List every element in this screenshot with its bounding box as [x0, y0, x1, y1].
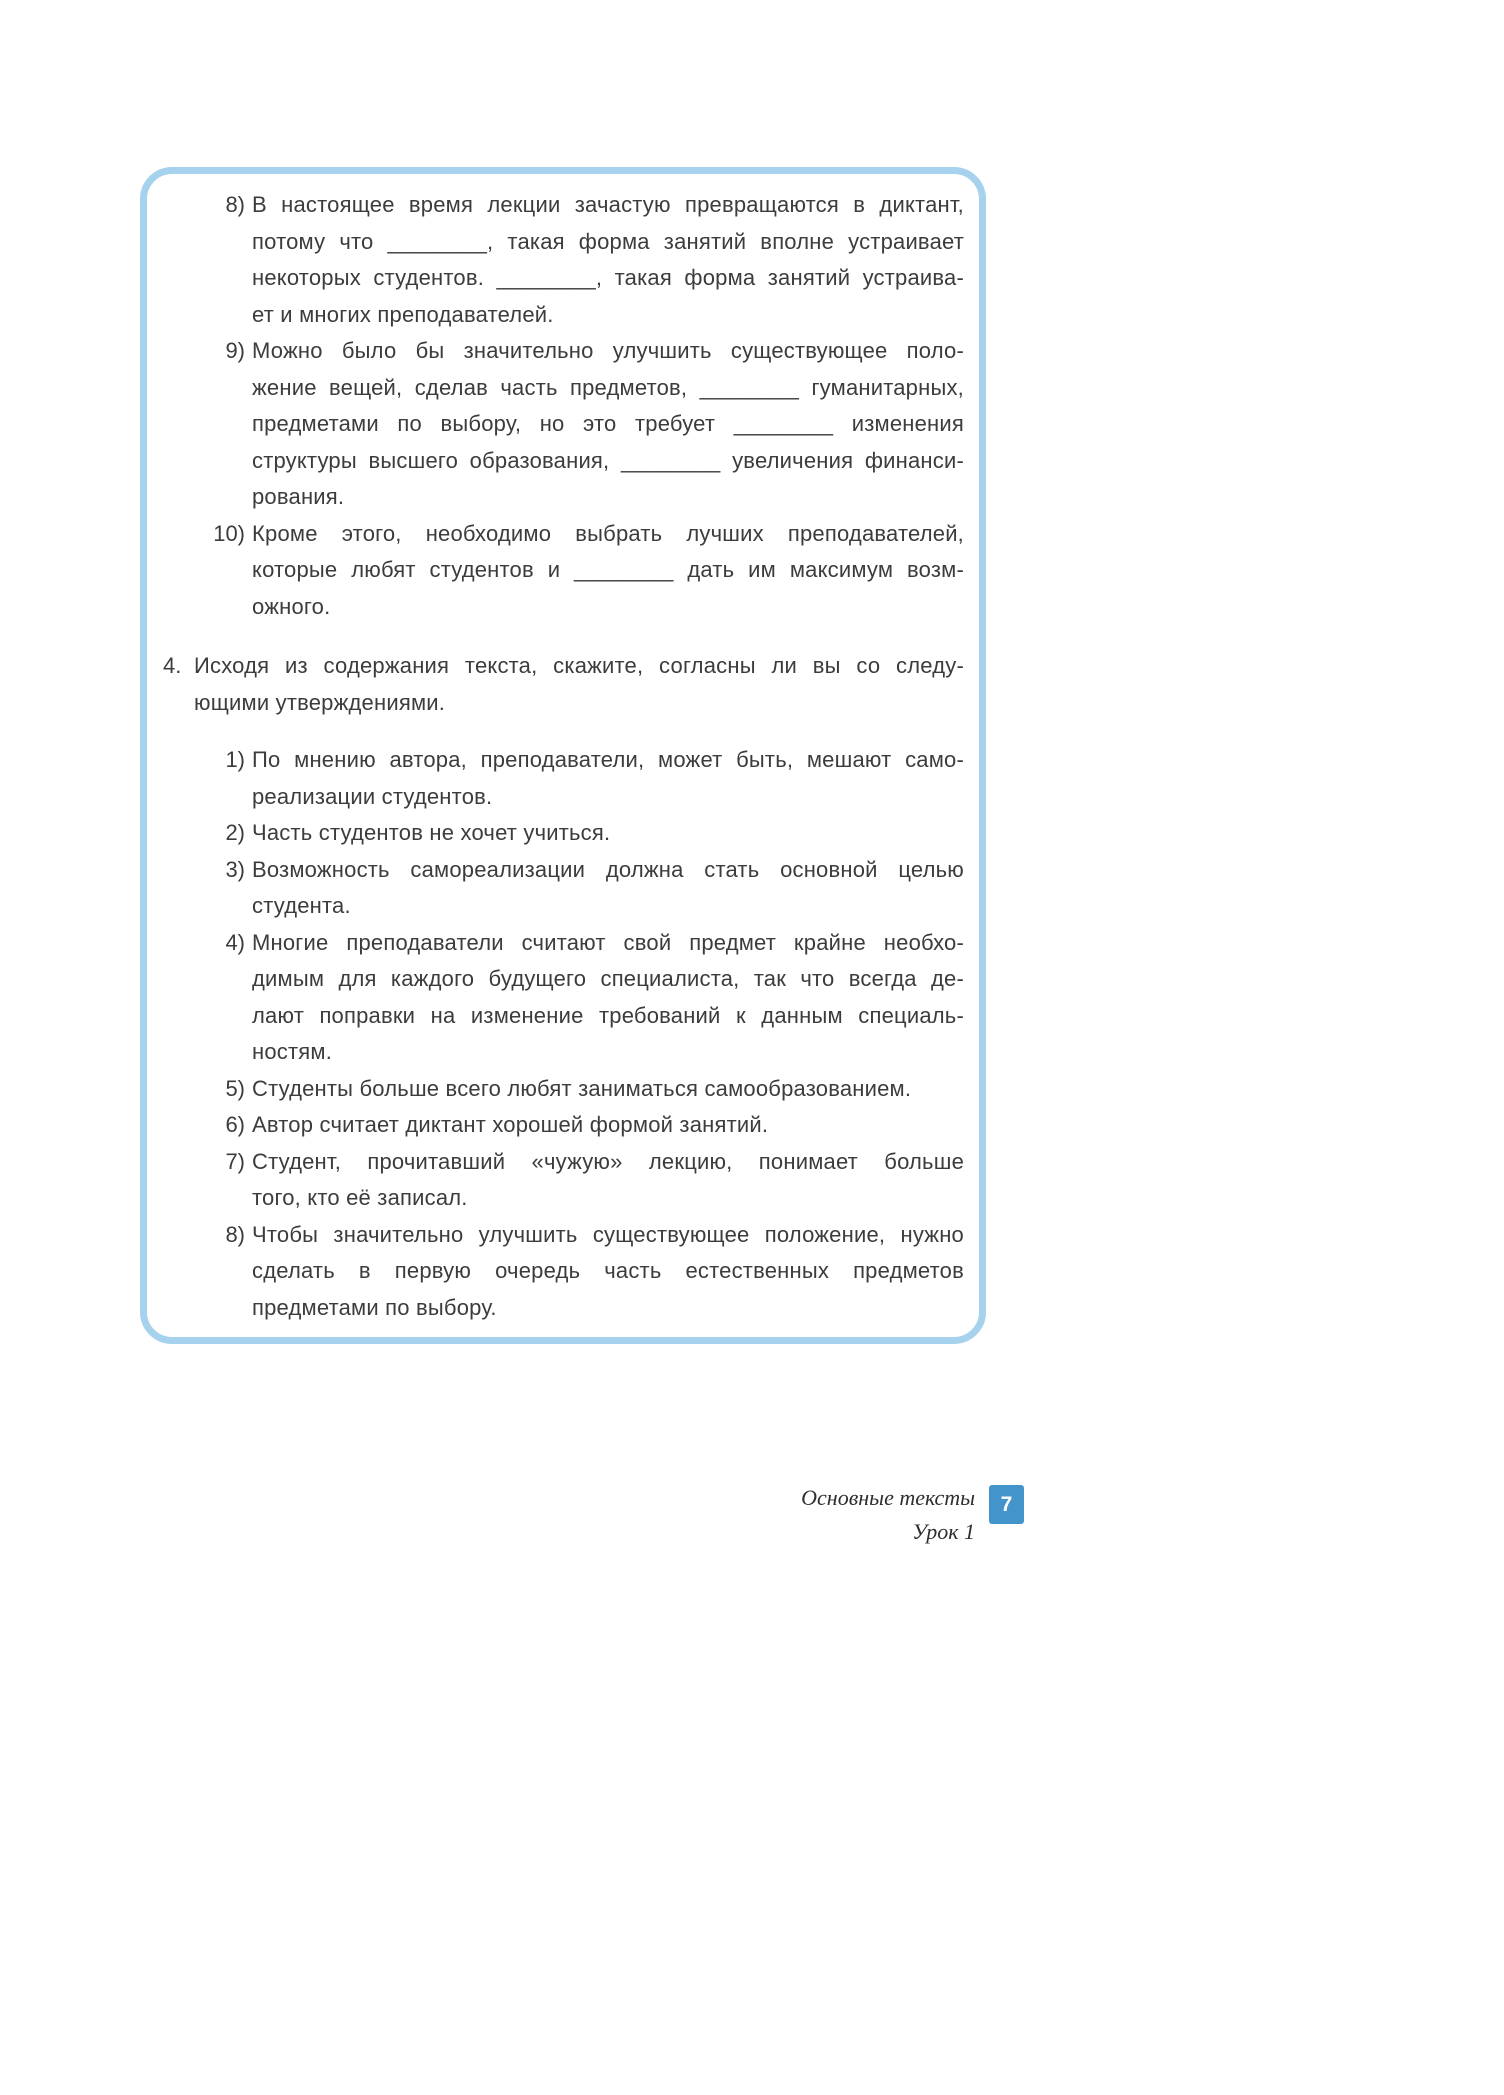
item-number: 1): [225, 747, 245, 772]
text-line: жение вещей, сделав часть предметов, ________ гуманитарных,: [252, 374, 964, 400]
text-line: Возможность самореализации должна стать основной целью: [252, 856, 964, 882]
text-line: студента.: [252, 893, 351, 918]
text-line: Студент, прочитавший «чужую» лекцию, понимает больше: [252, 1148, 964, 1174]
item-number: 2): [225, 820, 245, 845]
text-line: Автор считает диктант хорошей формой занятий.: [252, 1112, 769, 1137]
fill-in-items-list: [205, 187, 964, 625]
item-text: [252, 1144, 964, 1217]
statements-list: [205, 742, 964, 1326]
item-number: 8): [225, 1221, 245, 1247]
text-line: Можно было бы значительно улучшить существующее поло-: [252, 338, 964, 363]
statement-item: [205, 1071, 964, 1108]
text-line: димым для каждого будущего специалиста, так что всегда де-: [252, 966, 964, 991]
task4-heading-text: [194, 648, 964, 721]
text-line: ожного.: [252, 593, 331, 619]
text-line: потому что ________, такая форма занятий вполне устраивает: [252, 228, 964, 254]
text-line: В настоящее время лекции зачастую превращаются в диктант,: [252, 192, 964, 217]
item-number: 8): [225, 192, 245, 217]
item-number: 4): [225, 929, 245, 955]
statement-item: [205, 925, 964, 1071]
text-line: лают поправки на изменение требований к данным специаль-: [252, 1002, 964, 1028]
task-number: 4.: [163, 653, 182, 678]
text-line: предметами по выбору, но это требует ________ изменения: [252, 411, 964, 436]
page-number: 7: [1000, 1492, 1013, 1516]
page-number-badge: [989, 1485, 1024, 1524]
item-text: [252, 1217, 964, 1327]
footer-section-title: Основные тексты: [801, 1485, 975, 1510]
statement-item: [205, 852, 964, 925]
fill-in-item: [205, 187, 964, 333]
text-line: рования.: [252, 484, 345, 509]
text-line: структуры высшего образования, ________ увеличения финанси-: [252, 447, 964, 473]
text-line: того, кто её записал.: [252, 1185, 468, 1210]
text-line: Часть студентов не хочет учиться.: [252, 820, 611, 845]
text-line: сделать в первую очередь часть естественных предметов: [252, 1258, 964, 1283]
item-number: 3): [225, 856, 245, 882]
task4-heading: [163, 648, 964, 721]
text-line: Студенты больше всего любят заниматься самообразованием.: [252, 1075, 912, 1101]
text-line: некоторых студентов. ________, такая форма занятий устраива-: [252, 265, 964, 290]
item-text: [252, 187, 964, 333]
fill-in-item: [205, 516, 964, 626]
item-text: [252, 1071, 964, 1108]
statement-item: [205, 815, 964, 852]
running-footer: [575, 1481, 975, 1549]
text-line: предметами по выбору.: [252, 1294, 497, 1320]
text-line: По мнению автора, преподаватели, может быть, мешают само-: [252, 747, 964, 772]
item-text: [252, 742, 964, 815]
exercise-border-box: [140, 167, 986, 1344]
text-line: ющими утверждениями.: [194, 689, 446, 715]
text-line: ет и многих преподавателей.: [252, 301, 554, 327]
fill-in-item: [205, 333, 964, 516]
text-line: которые любят студентов и ________ дать им максимум возм-: [252, 557, 964, 582]
footer-lesson-title: Урок 1: [912, 1519, 975, 1544]
item-number: 7): [225, 1148, 245, 1174]
text-line: ностям.: [252, 1039, 333, 1064]
item-text: [252, 815, 964, 852]
item-text: [252, 333, 964, 516]
item-number: 6): [225, 1112, 245, 1137]
statement-item: [205, 1144, 964, 1217]
item-text: [252, 852, 964, 925]
statement-item: [205, 1107, 964, 1144]
text-line: Многие преподаватели считают свой предмет крайне необхо-: [252, 929, 964, 955]
statement-item: [205, 742, 964, 815]
item-text: [252, 1107, 964, 1144]
item-number: 9): [225, 338, 245, 363]
text-line: Чтобы значительно улучшить существующее положение, нужно: [252, 1221, 964, 1247]
text-line: Кроме этого, необходимо выбрать лучших преподавателей,: [252, 520, 964, 546]
item-number: 5): [225, 1075, 245, 1101]
statement-item: [205, 1217, 964, 1327]
item-number: 10): [213, 520, 245, 546]
text-line: реализации студентов.: [252, 783, 493, 809]
item-text: [252, 925, 964, 1071]
text-line: Исходя из содержания текста, скажите, согласны ли вы со следу-: [194, 653, 964, 678]
item-text: [252, 516, 964, 626]
